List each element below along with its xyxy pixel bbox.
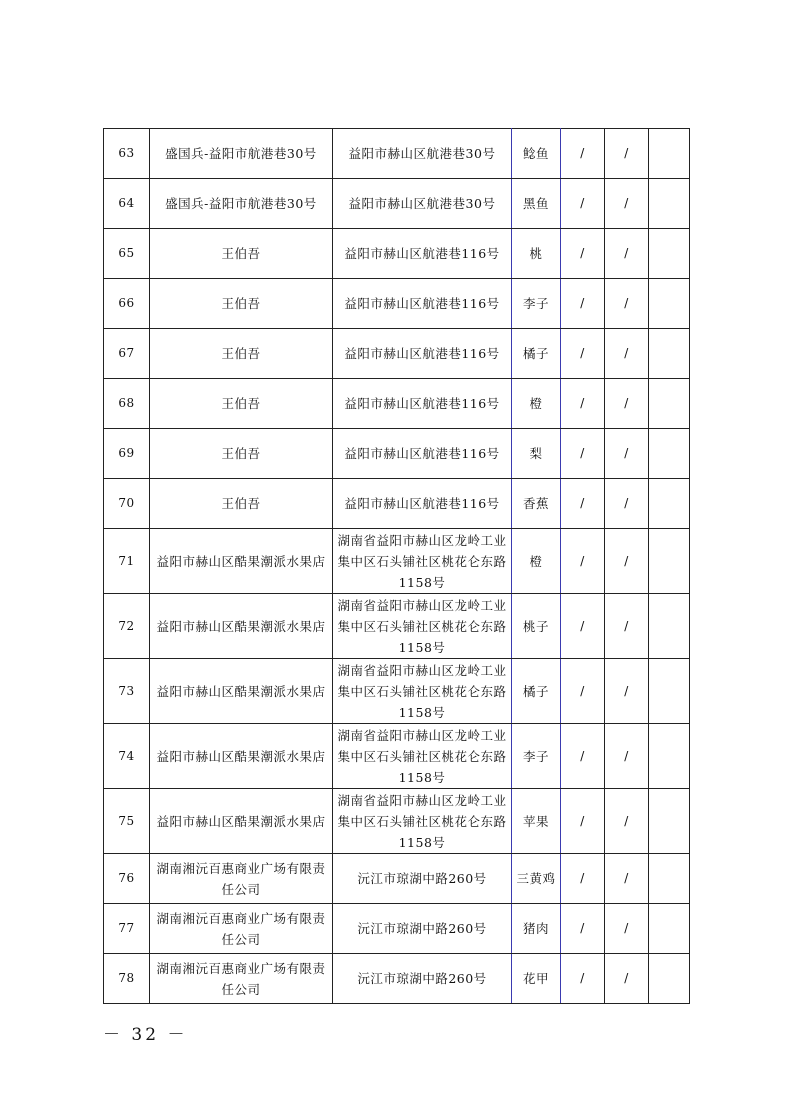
cell-col7 — [649, 904, 690, 954]
entity-address: 益阳市赫山区航港巷116号 — [333, 229, 512, 279]
entity-address: 沅江市琼湖中路260号 — [333, 954, 512, 1004]
cell-col6: / — [605, 279, 649, 329]
cell-col7 — [649, 594, 690, 659]
table-row — [104, 594, 690, 659]
cell-col5: / — [561, 129, 605, 179]
table-row — [104, 724, 690, 789]
cell-col6: / — [605, 379, 649, 429]
cell-col6: / — [605, 724, 649, 789]
cell-col7 — [649, 229, 690, 279]
cell-col5: / — [561, 529, 605, 594]
entity-name: 王伯吾 — [150, 229, 333, 279]
entity-address: 湖南省益阳市赫山区龙岭工业集中区石头铺社区桃花仑东路1158号 — [333, 529, 512, 594]
cell-col5: / — [561, 379, 605, 429]
entity-address: 益阳市赫山区航港巷116号 — [333, 329, 512, 379]
row-number: 77 — [104, 904, 150, 954]
cell-col5: / — [561, 329, 605, 379]
sample-item: 梨 — [512, 429, 561, 479]
row-number: 65 — [104, 229, 150, 279]
entity-address: 湖南省益阳市赫山区龙岭工业集中区石头铺社区桃花仑东路1158号 — [333, 724, 512, 789]
cell-col7 — [649, 529, 690, 594]
entity-name: 盛国兵-益阳市航港巷30号 — [150, 129, 333, 179]
row-number: 64 — [104, 179, 150, 229]
table-row — [104, 179, 690, 229]
sample-item: 李子 — [512, 724, 561, 789]
table-row — [104, 904, 690, 954]
cell-col6: / — [605, 659, 649, 724]
entity-name: 益阳市赫山区酷果潮派水果店 — [150, 659, 333, 724]
sample-item: 鲶鱼 — [512, 129, 561, 179]
cell-col7 — [649, 379, 690, 429]
page-number: － 32 － — [103, 1025, 188, 1045]
sample-item: 猪肉 — [512, 904, 561, 954]
cell-col6: / — [605, 179, 649, 229]
cell-col5: / — [561, 229, 605, 279]
cell-col7 — [649, 479, 690, 529]
cell-col7 — [649, 179, 690, 229]
table-row — [104, 789, 690, 854]
cell-col7 — [649, 789, 690, 854]
row-number: 75 — [104, 789, 150, 854]
row-number: 73 — [104, 659, 150, 724]
cell-col5: / — [561, 594, 605, 659]
entity-address: 益阳市赫山区航港巷116号 — [333, 379, 512, 429]
entity-address: 益阳市赫山区航港巷116号 — [333, 279, 512, 329]
row-number: 72 — [104, 594, 150, 659]
row-number: 66 — [104, 279, 150, 329]
cell-col5: / — [561, 854, 605, 904]
sample-item: 苹果 — [512, 789, 561, 854]
entity-name: 益阳市赫山区酷果潮派水果店 — [150, 529, 333, 594]
cell-col6: / — [605, 904, 649, 954]
table-row — [104, 479, 690, 529]
cell-col5: / — [561, 279, 605, 329]
sample-item: 三黄鸡 — [512, 854, 561, 904]
row-number: 67 — [104, 329, 150, 379]
table-row — [104, 379, 690, 429]
row-number: 69 — [104, 429, 150, 479]
entity-name: 盛国兵-益阳市航港巷30号 — [150, 179, 333, 229]
cell-col7 — [649, 659, 690, 724]
entity-address: 湖南省益阳市赫山区龙岭工业集中区石头铺社区桃花仑东路1158号 — [333, 594, 512, 659]
sample-item: 花甲 — [512, 954, 561, 1004]
table-row — [104, 229, 690, 279]
row-number: 70 — [104, 479, 150, 529]
sample-item: 橙 — [512, 379, 561, 429]
cell-col5: / — [561, 789, 605, 854]
entity-name: 王伯吾 — [150, 329, 333, 379]
table-row — [104, 954, 690, 1004]
sample-item: 橙 — [512, 529, 561, 594]
entity-address: 沅江市琼湖中路260号 — [333, 854, 512, 904]
cell-col6: / — [605, 429, 649, 479]
row-number: 68 — [104, 379, 150, 429]
cell-col6: / — [605, 479, 649, 529]
entity-name: 湖南湘沅百惠商业广场有限责任公司 — [150, 954, 333, 1004]
cell-col7 — [649, 329, 690, 379]
entity-name: 王伯吾 — [150, 279, 333, 329]
row-number: 71 — [104, 529, 150, 594]
cell-col6: / — [605, 529, 649, 594]
entity-name: 王伯吾 — [150, 429, 333, 479]
entity-address: 湖南省益阳市赫山区龙岭工业集中区石头铺社区桃花仑东路1158号 — [333, 659, 512, 724]
cell-col7 — [649, 854, 690, 904]
table-row — [104, 429, 690, 479]
cell-col5: / — [561, 954, 605, 1004]
entity-name: 湖南湘沅百惠商业广场有限责任公司 — [150, 904, 333, 954]
cell-col6: / — [605, 594, 649, 659]
cell-col7 — [649, 954, 690, 1004]
entity-address: 益阳市赫山区航港巷116号 — [333, 479, 512, 529]
cell-col6: / — [605, 229, 649, 279]
sample-item: 李子 — [512, 279, 561, 329]
sample-item: 橘子 — [512, 329, 561, 379]
table-row — [104, 129, 690, 179]
cell-col6: / — [605, 854, 649, 904]
entity-address: 沅江市琼湖中路260号 — [333, 904, 512, 954]
entity-address: 益阳市赫山区航港巷30号 — [333, 179, 512, 229]
cell-col6: / — [605, 129, 649, 179]
entity-address: 益阳市赫山区航港巷116号 — [333, 429, 512, 479]
cell-col5: / — [561, 724, 605, 789]
row-number: 63 — [104, 129, 150, 179]
entity-name: 益阳市赫山区酷果潮派水果店 — [150, 594, 333, 659]
table-row — [104, 854, 690, 904]
sample-item: 桃 — [512, 229, 561, 279]
table-row — [104, 529, 690, 594]
cell-col5: / — [561, 479, 605, 529]
sample-item: 香蕉 — [512, 479, 561, 529]
sample-item: 桃子 — [512, 594, 561, 659]
row-number: 74 — [104, 724, 150, 789]
row-number: 76 — [104, 854, 150, 904]
table-row — [104, 329, 690, 379]
records-table-body — [104, 129, 690, 1004]
cell-col5: / — [561, 429, 605, 479]
entity-address: 益阳市赫山区航港巷30号 — [333, 129, 512, 179]
entity-name: 王伯吾 — [150, 479, 333, 529]
row-number: 78 — [104, 954, 150, 1004]
sample-item: 橘子 — [512, 659, 561, 724]
cell-col6: / — [605, 789, 649, 854]
cell-col7 — [649, 279, 690, 329]
cell-col5: / — [561, 659, 605, 724]
entity-name: 益阳市赫山区酷果潮派水果店 — [150, 789, 333, 854]
table-row — [104, 279, 690, 329]
records-table — [103, 128, 690, 1004]
entity-name: 湖南湘沅百惠商业广场有限责任公司 — [150, 854, 333, 904]
cell-col5: / — [561, 904, 605, 954]
entity-address: 湖南省益阳市赫山区龙岭工业集中区石头铺社区桃花仑东路1158号 — [333, 789, 512, 854]
cell-col7 — [649, 724, 690, 789]
cell-col5: / — [561, 179, 605, 229]
sample-item: 黑鱼 — [512, 179, 561, 229]
entity-name: 益阳市赫山区酷果潮派水果店 — [150, 724, 333, 789]
cell-col7 — [649, 129, 690, 179]
cell-col7 — [649, 429, 690, 479]
cell-col6: / — [605, 329, 649, 379]
entity-name: 王伯吾 — [150, 379, 333, 429]
table-row — [104, 659, 690, 724]
cell-col6: / — [605, 954, 649, 1004]
